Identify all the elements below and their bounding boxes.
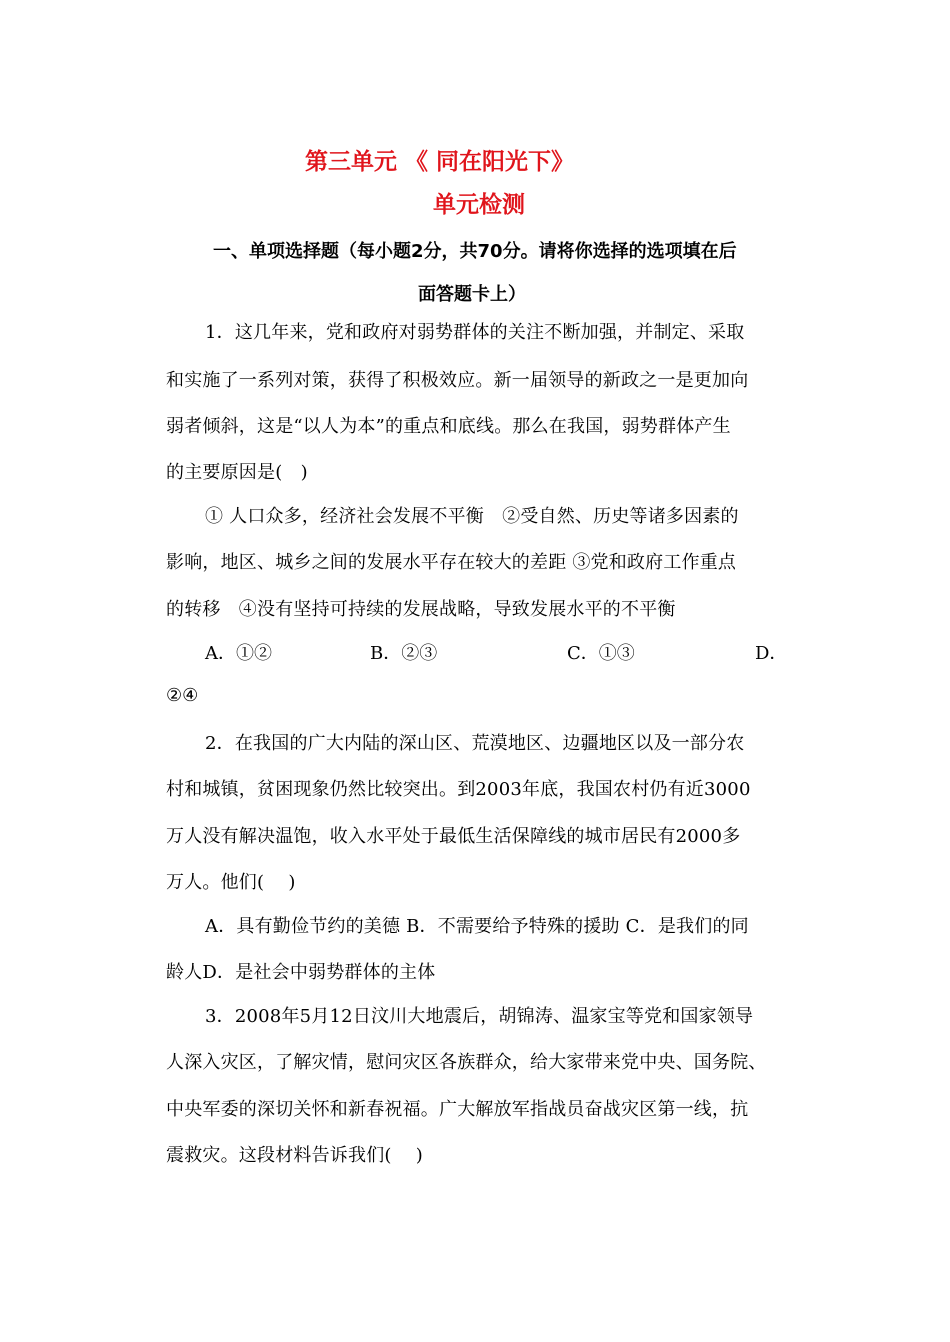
q1-option-b: B．②③	[370, 643, 438, 664]
q1-text-line: 的主要原因是( )	[166, 462, 308, 483]
section-heading-cont: 面答题卡上）	[418, 284, 526, 305]
q1-option-c: C．①③	[567, 643, 635, 664]
q1-statement-line: 影响，地区、城乡之间的发展水平存在较大的差距 ③党和政府工作重点	[166, 552, 737, 573]
q2-text-line: 2．在我国的广大内陆的深山区、荒漠地区、边疆地区以及一部分农	[205, 733, 745, 754]
q2-text-line: 村和城镇，贫困现象仍然比较突出。到2003年底，我国农村仍有近3000	[166, 779, 751, 800]
q1-option-a: A．①②	[205, 643, 272, 664]
q1-text-line: 弱者倾斜，这是“以人为本”的重点和底线。那么在我国，弱势群体产生	[166, 416, 731, 437]
q3-text-line: 中央军委的深切关怀和新春祝福。广大解放军指战员奋战灾区第一线，抗	[166, 1099, 749, 1120]
section-heading: 一、单项选择题（每小题2分，共70分。请将你选择的选项填在后	[213, 241, 737, 262]
q2-text-line: 万人没有解决温饱，收入水平处于最低生活保障线的城市居民有2000多	[166, 826, 741, 847]
q2-text-line: 万人。他们( )	[166, 872, 296, 893]
q1-statement-line: ① 人口众多，经济社会发展不平衡 ②受自然、历史等诸多因素的	[205, 506, 739, 527]
q1-text-line: 1．这几年来，党和政府对弱势群体的关注不断加强，并制定、采取	[205, 322, 745, 343]
q3-text-line: 震救灾。这段材料告诉我们( )	[166, 1145, 423, 1166]
q1-option-d-value: ②④	[166, 685, 199, 706]
unit-subtitle: 单元检测	[433, 192, 525, 218]
q1-option-d: D．	[755, 643, 788, 664]
q2-options-line: 龄人D．是社会中弱势群体的主体	[166, 962, 436, 983]
q1-statement-line: 的转移 ④没有坚持可持续的发展战略，导致发展水平的不平衡	[166, 599, 676, 620]
q1-text-line: 和实施了一系列对策，获得了积极效应。新一届领导的新政之一是更加向	[166, 370, 749, 391]
unit-title: 第三单元 《 同在阳光下》	[305, 149, 575, 175]
q2-options-line: A．具有勤俭节约的美德 B．不需要给予特殊的援助 C．是我们的同	[205, 916, 749, 937]
q3-text-line: 3．2008年5月12日汶川大地震后，胡锦涛、温家宝等党和国家领导	[205, 1006, 754, 1027]
q3-text-line: 人深入灾区，了解灾情，慰问灾区各族群众，给大家带来党中央、国务院、	[166, 1052, 767, 1073]
